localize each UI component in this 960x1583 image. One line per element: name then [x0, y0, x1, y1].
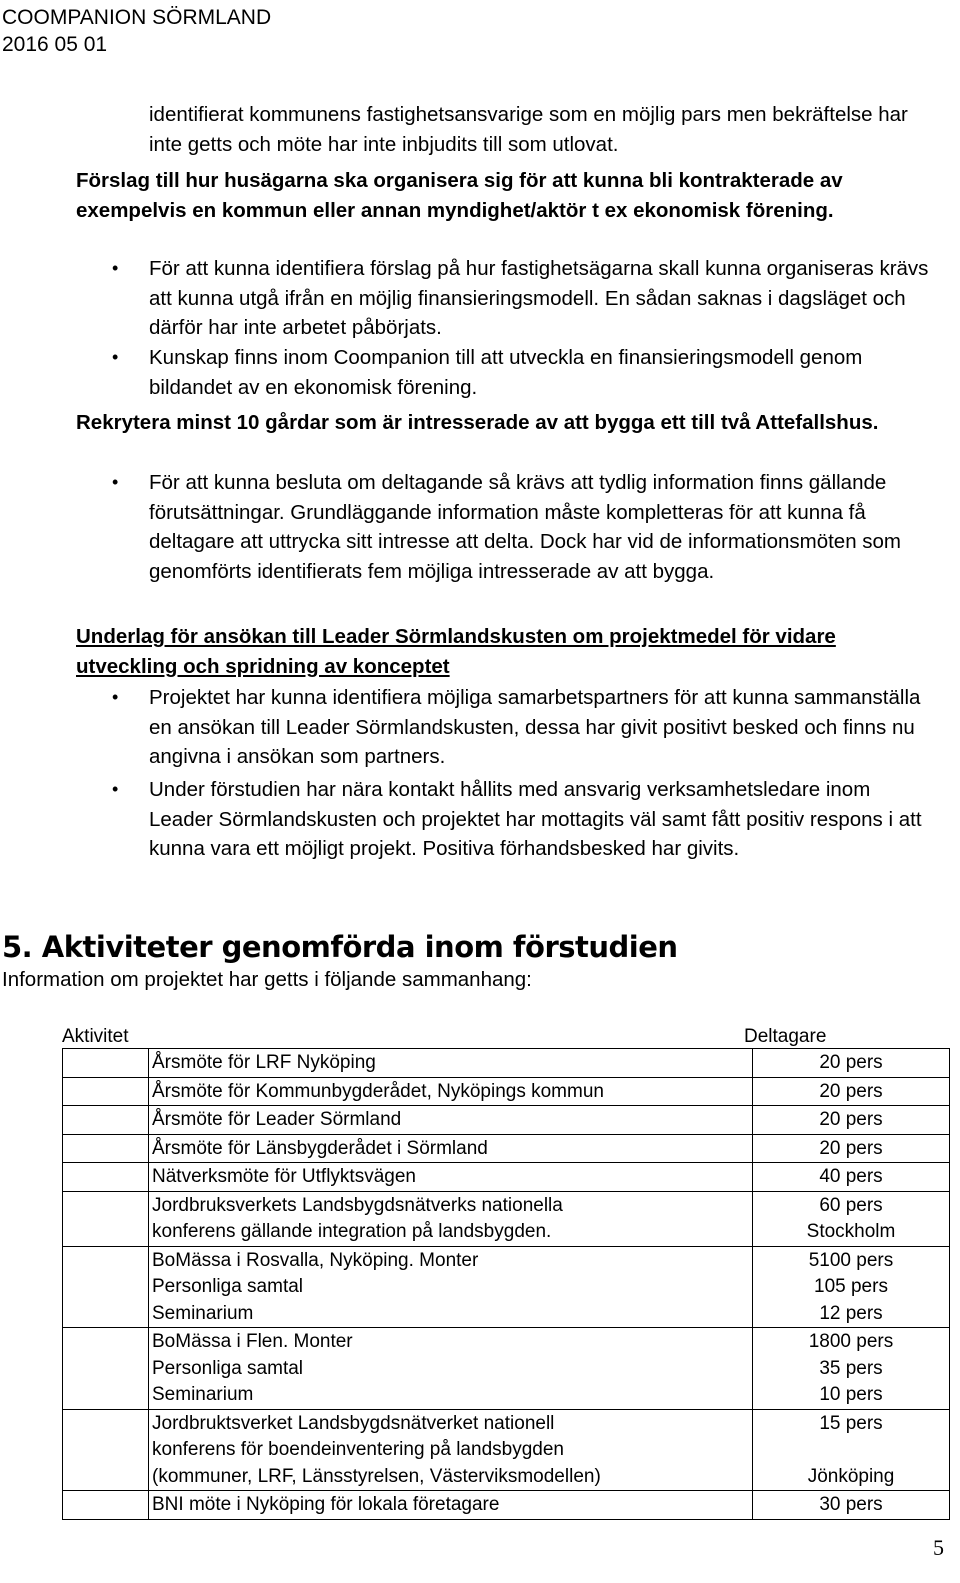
table-cell-participants [753, 1191, 950, 1246]
activity-line: BoMässa i Flen. Monter [152, 1331, 353, 1352]
participants-line: 10 pers [819, 1384, 883, 1405]
table-cell-activity [149, 1191, 753, 1246]
activity-line: Årsmöte för Kommunbygderådet, Nyköpings kommun [152, 1080, 604, 1102]
activity-line: BoMässa i Rosvalla, Nyköping. Monter [152, 1249, 479, 1271]
activity-line: Årsmöte för LRF Nyköping [152, 1052, 376, 1073]
participants-line: Stockholm [806, 1221, 896, 1242]
participants-line: 30 pers [819, 1494, 883, 1515]
table-row [63, 1491, 950, 1520]
table-cell-activity [149, 1077, 753, 1106]
participants-line: 105 pers [814, 1276, 888, 1297]
table-row [63, 1163, 950, 1192]
table-row [63, 1134, 950, 1163]
participants-line [753, 1437, 949, 1464]
table-cell-participants [753, 1106, 950, 1135]
bullet-dot: • [112, 779, 119, 799]
activity-line: Årsmöte för Leader Sörmland [152, 1109, 402, 1130]
table-row [63, 1049, 950, 1078]
bullet-forstudien: Under förstudien har nära kontakt hållits med ansvarig verksamhetsledare inom Leader Sörmlandskusten och projektet har mottagits väl samt fått positiv respons i att kunna vara ett möjligt projekt. Positiva förhandsbesked har givits. [149, 778, 922, 860]
table-cell-spacer [63, 1163, 149, 1192]
bullet-dot: • [112, 258, 119, 278]
activity-line: Seminarium [152, 1384, 254, 1405]
heading-rekrytera: Rekrytera minst 10 gårdar som är intresserade av att bygga ett till två Attefallshus. [76, 411, 879, 434]
header-date: 2016 05 01 [2, 33, 108, 56]
page-number: 5 [933, 1535, 944, 1560]
participants-line: Jönköping [807, 1465, 895, 1487]
table-cell-activity [149, 1491, 753, 1520]
table-cell-spacer [63, 1328, 149, 1410]
bullet-finansieringsmodell: För att kunna identifiera förslag på hur fastighetsägarna skall kunna organiseras krävs att kunna utgå ifrån en möjlig finansieringsmodell. En sådan saknas i dagsläget och därför har inte arbetet påbörjats. [149, 257, 929, 339]
participants-line: 20 pers [819, 1052, 883, 1073]
activity-line: (kommuner, LRF, Länsstyrelsen, Västerviksmodellen) [152, 1465, 601, 1487]
activity-line: konferens för boendeinventering på landsbygden [152, 1439, 564, 1460]
table-cell-spacer [63, 1077, 149, 1106]
participants-line: 15 pers [819, 1412, 883, 1434]
bullet-dot: • [112, 347, 119, 367]
participants-line: 20 pers [819, 1109, 883, 1130]
bullet-dot: • [112, 687, 119, 707]
page-header [2, 4, 271, 58]
table-cell-participants [753, 1134, 950, 1163]
table-cell-spacer [63, 1491, 149, 1520]
heading-organisera: Förslag till hur husägarna ska organisera sig för att kunna bli kontrakterade av exempelvis en kommun eller annan myndighet/aktör t ex ekonomisk förening. [76, 169, 843, 222]
table-row [63, 1246, 950, 1328]
section-heading: 5. Aktiviteter genomförda inom förstudien [2, 930, 678, 964]
bullet-information: För att kunna besluta om deltagande så krävs att tydlig information finns gällande förutsättningar. Grundläggande information måste kompletteras för att kunna få deltagare att uttrycka sitt intresse att delta. Dock har vid de informationsmöten som genomförts identifierats fem möjliga intresserade av att bygga. [149, 471, 902, 583]
header-org: COOMPANION SÖRMLAND [2, 6, 272, 29]
participants-line: 12 pers [819, 1302, 883, 1324]
participants-line: 20 pers [819, 1080, 883, 1102]
table-row [63, 1328, 950, 1410]
table-cell-spacer [63, 1409, 149, 1491]
bullet-dot: • [112, 472, 119, 492]
bullet-kunskap: Kunskap finns inom Coompanion till att utveckla en finansieringsmodell genom bildandet av en ekonomisk förening. [149, 346, 863, 399]
table-cell-activity [149, 1328, 753, 1410]
table-cell-spacer [63, 1106, 149, 1135]
table-cell-activity [149, 1106, 753, 1135]
participants-line: 20 pers [819, 1137, 883, 1159]
participants-line: 60 pers [819, 1194, 883, 1216]
activity-line: Nätverksmöte för Utflyktsvägen [152, 1166, 416, 1187]
table-cell-activity [149, 1049, 753, 1078]
activity-line: Jordbruktsverket Landsbygdsnätverket nationell [152, 1412, 555, 1434]
table-cell-activity [149, 1409, 753, 1491]
section-intro: Information om projektet har getts i följande sammanhang: [2, 968, 532, 991]
table-cell-spacer [63, 1134, 149, 1163]
table-cell-spacer [63, 1191, 149, 1246]
activity-line: konferens gällande integration på landsbygden. [152, 1221, 552, 1242]
heading-underlag: Underlag för ansökan till Leader Sörmlandskusten om projektmedel för vidare utveckling och spridning av konceptet [76, 625, 836, 678]
table-row [63, 1106, 950, 1135]
table-cell-participants [753, 1409, 950, 1491]
column-header-activity: Aktivitet [62, 1026, 129, 1047]
participants-line: 35 pers [819, 1357, 883, 1379]
bullet-samarbetspartners: Projektet har kunna identifiera möjliga samarbetspartners för att kunna sammanställa en ansökan till Leader Sörmlandskusten, dessa har givit positivt besked och finns nu angivna i ansökan som partners. [149, 686, 921, 768]
table-cell-spacer [63, 1049, 149, 1078]
table-row [63, 1409, 950, 1491]
table-row [63, 1077, 950, 1106]
table-cell-participants [753, 1328, 950, 1410]
table-row [63, 1191, 950, 1246]
table-cell-activity [149, 1134, 753, 1163]
table-cell-activity [149, 1163, 753, 1192]
activity-line: Personliga samtal [152, 1276, 304, 1297]
activities-table [62, 1048, 950, 1520]
table-cell-participants [753, 1049, 950, 1078]
activity-line: BNI möte i Nyköping för lokala företagare [152, 1494, 500, 1515]
column-header-participants: Deltagare [744, 1026, 827, 1047]
table-cell-spacer [63, 1246, 149, 1328]
table-cell-participants [753, 1246, 950, 1328]
table-cell-activity [149, 1246, 753, 1328]
table-cell-participants [753, 1077, 950, 1106]
table-cell-participants [753, 1163, 950, 1192]
activity-line: Årsmöte för Länsbygderådet i Sörmland [152, 1137, 488, 1159]
paragraph-p1: identifierat kommunens fastighetsansvarige som en möjlig pars men bekräftelse har inte getts och möte har inte inbjudits till som utlovat. [149, 103, 908, 156]
activity-line: Jordbruksverkets Landsbygdsnätverks nationella [152, 1194, 563, 1216]
participants-line: 5100 pers [808, 1249, 894, 1271]
table-cell-participants [753, 1491, 950, 1520]
activity-line: Personliga samtal [152, 1357, 304, 1379]
participants-line: 40 pers [819, 1166, 883, 1187]
activity-line: Seminarium [152, 1302, 254, 1324]
participants-line: 1800 pers [808, 1331, 894, 1352]
